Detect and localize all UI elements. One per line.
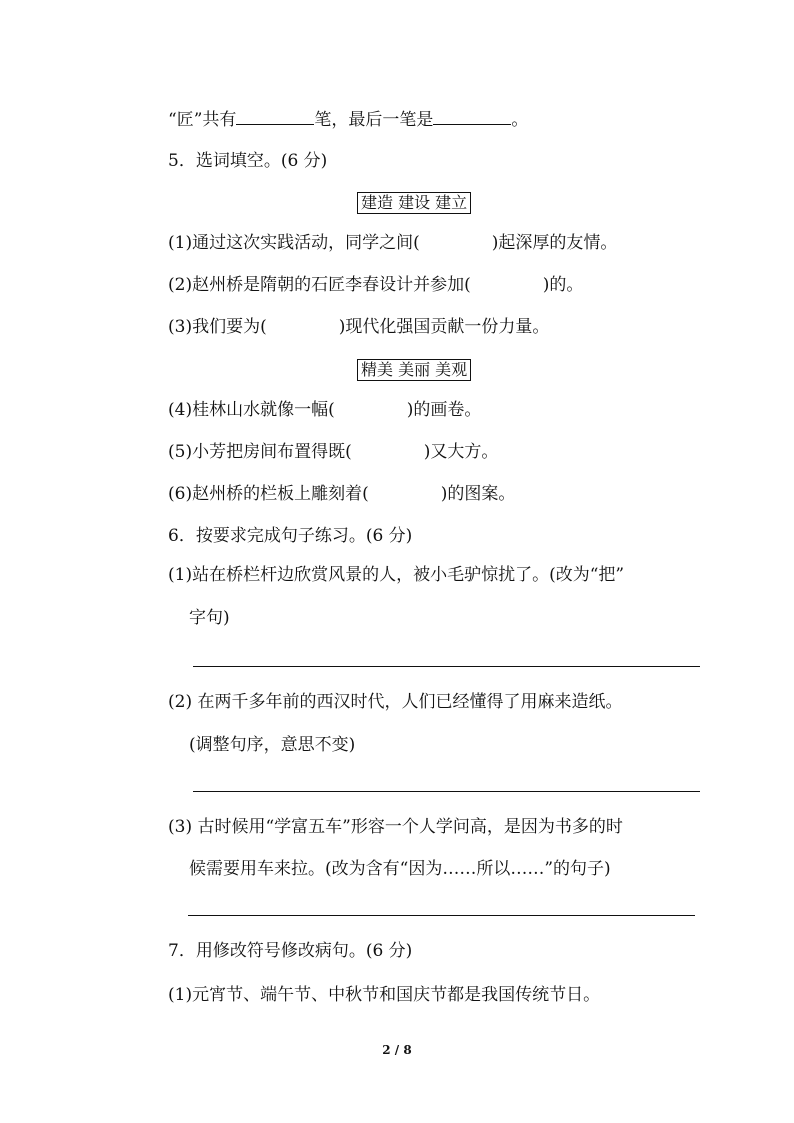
q5-item-4-post: )的画卷。 — [406, 400, 482, 420]
q5-item-2-post: )的。 — [542, 275, 584, 295]
q4-blank-strokes[interactable] — [236, 106, 314, 125]
q4-end: 。 — [511, 110, 529, 130]
q7-heading: 7．用修改符号修改病句。(6 分) — [168, 941, 413, 961]
q6-item-2-line2: (调整句序，意思不变) — [189, 735, 356, 755]
q5-item-4 — [168, 398, 481, 422]
q6-item-1-line2: 字句) — [189, 608, 230, 628]
q5-item-5 — [168, 440, 498, 464]
q6-heading: 6．按要求完成句子练习。(6 分) — [168, 526, 413, 546]
q5-item-2-pre: (2)赵州桥是隋朝的石匠李春设计并参加( — [168, 275, 471, 295]
q5-item-2 — [168, 273, 583, 297]
q6-item-3-line1: (3) 古时候用“学富五车”形容一个人学问高，是因为书多的时 — [168, 817, 623, 837]
q6-item-1-line1: (1)站在桥栏杆边欣赏风景的人，被小毛驴惊扰了。(改为“把” — [168, 565, 625, 585]
q6-item-2-answer-line[interactable] — [193, 791, 700, 792]
q6-item-1-answer-line[interactable] — [193, 666, 700, 667]
q5-word-box-1: 建造 建设 建立 — [357, 192, 471, 214]
q5-heading: 5．选词填空。(6 分) — [168, 151, 328, 171]
q5-item-6-post: )的图案。 — [440, 484, 516, 504]
q5-item-1 — [168, 231, 617, 255]
q6-item-3-line2: 候需要用车来拉。(改为含有“因为……所以……”的句子) — [189, 859, 611, 879]
q5-item-1-pre: (1)通过这次实践活动，同学之间( — [168, 233, 420, 253]
q4-prefix: “匠”共有 — [168, 110, 237, 130]
q5-item-3 — [168, 315, 549, 339]
q5-item-6 — [168, 482, 515, 506]
q5-item-5-post: )又大方。 — [423, 442, 499, 462]
q4-mid: 笔，最后一笔是 — [314, 110, 434, 130]
q4-tail-line — [168, 106, 528, 132]
q6-item-2-line1: (2) 在两千多年前的西汉时代，人们已经懂得了用麻来造纸。 — [168, 692, 623, 712]
q5-item-3-post: )现代化强国贡献一份力量。 — [338, 317, 550, 337]
q5-item-4-pre: (4)桂林山水就像一幅( — [168, 400, 335, 420]
page-number: 2 / 8 — [382, 1043, 412, 1057]
q4-blank-last-stroke[interactable] — [433, 106, 511, 125]
q5-word-box-2: 精美 美丽 美观 — [357, 359, 471, 381]
q6-item-3-answer-line[interactable] — [188, 915, 695, 916]
q5-item-6-pre: (6)赵州桥的栏板上雕刻着( — [168, 484, 369, 504]
q5-item-1-post: )起深厚的友情。 — [491, 233, 618, 253]
q5-item-3-pre: (3)我们要为( — [168, 317, 267, 337]
q5-item-5-pre: (5)小芳把房间布置得既( — [168, 442, 352, 462]
q7-item-1: (1)元宵节、端午节、中秋节和国庆节都是我国传统节日。 — [168, 985, 601, 1005]
